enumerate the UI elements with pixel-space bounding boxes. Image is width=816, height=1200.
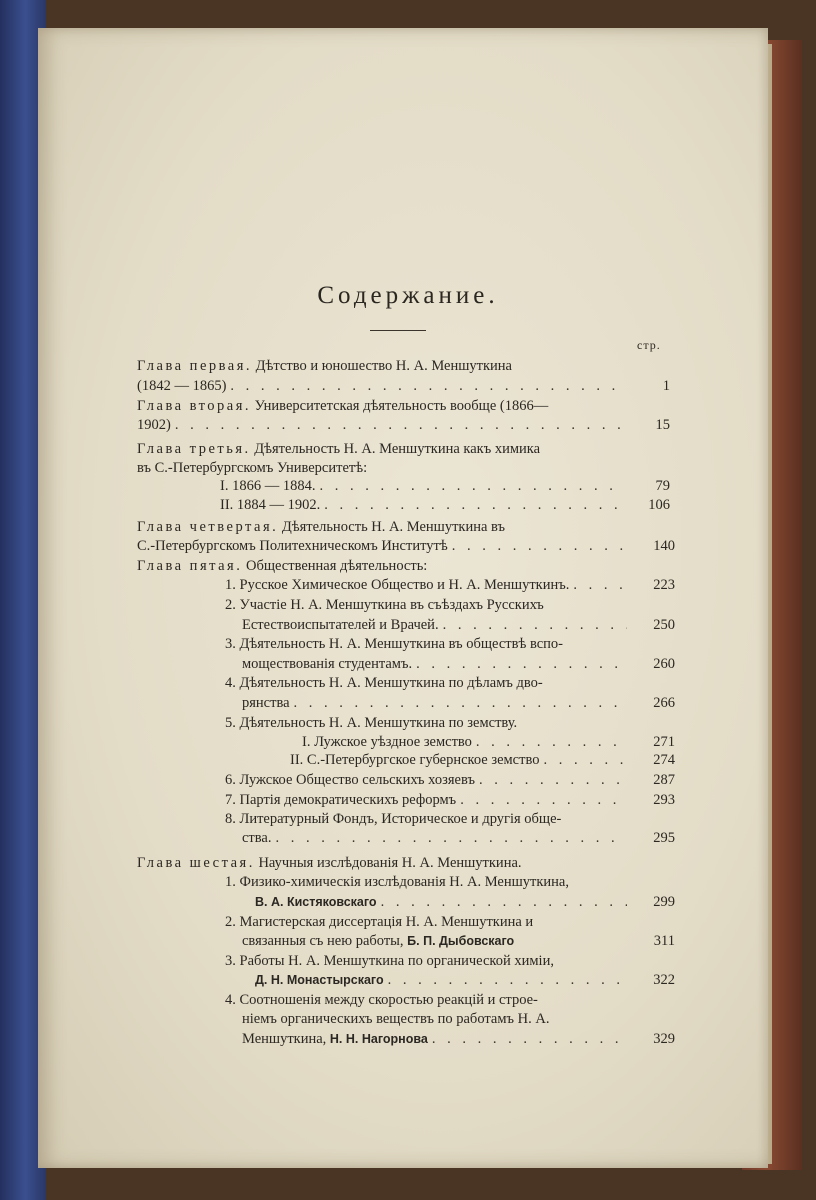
ch5-item-7-page: 293 xyxy=(653,792,675,808)
ch5-item-4-page: 266 xyxy=(653,695,675,711)
dot-leader xyxy=(175,417,627,434)
ch5-item-5-sub-2-text: II. С.-Петербургское губернское земство xyxy=(290,752,540,768)
chapter-3-sub-2 xyxy=(220,497,625,514)
ch6-item-3-page: 322 xyxy=(653,972,675,988)
ch5-item-8 xyxy=(225,811,645,828)
title-rule xyxy=(370,330,426,331)
ch5-item-3-text: 3. Дѣятельность Н. А. Меншуткина въ обществѣ вспо- xyxy=(225,636,564,652)
ch6-item-1-author: В. А. Кистяковскаго xyxy=(255,895,377,909)
page-column-header: стр. xyxy=(637,338,661,352)
ch5-item-1 xyxy=(225,577,630,594)
chapter-3-sub-1-page: 79 xyxy=(655,478,670,494)
toc-title: Содержание. xyxy=(317,282,499,309)
chapter-1-title: Дѣтство и юношество Н. А. Меншуткина xyxy=(255,358,512,374)
ch5-item-4-text: 4. Дѣятельность Н. А. Меншуткина по дѣламъ дво- xyxy=(225,675,543,691)
chapter-3-title: Дѣятельность Н. А. Меншуткина какъ химика xyxy=(254,441,541,457)
ch6-item-4-text: 4. Соотношенія между скоростью реакцій и строе- xyxy=(225,992,538,1008)
chapter-4-page: 140 xyxy=(653,538,675,554)
chapter-5-head: Глава пятая. xyxy=(137,558,243,574)
chapter-6-title: Научныя изслѣдованія Н. А. Меншуткина. xyxy=(258,855,522,871)
ch5-item-5 xyxy=(225,715,645,732)
dot-leader xyxy=(324,497,625,514)
ch5-item-3-page: 260 xyxy=(653,656,675,672)
ch6-item-4-cont2-text: Меншуткина, xyxy=(242,1031,327,1047)
chapter-4-head: Глава четвертая. xyxy=(137,519,279,535)
ch5-item-2-cont-text: Естествоиспытателей и Врачей. xyxy=(242,617,439,633)
chapter-4-line xyxy=(137,519,637,536)
dot-leader xyxy=(452,538,627,555)
ch6-item-4-cont xyxy=(242,1011,652,1028)
chapter-3-line xyxy=(137,441,637,458)
ch6-item-3-cont xyxy=(255,972,627,989)
ch6-item-4-cont2 xyxy=(242,1031,627,1048)
chapter-2-title: Университетская дѣятельность вообще (1866— xyxy=(254,398,549,414)
chapter-1-line xyxy=(137,358,627,375)
ch6-item-2-text: 2. Магистерская диссертація Н. А. Меншуткина и xyxy=(225,914,534,930)
ch5-item-4-cont-text: рянства xyxy=(242,695,290,711)
ch6-item-1-text: 1. Физико-химическія изслѣдованія Н. А. Меншуткина, xyxy=(225,874,569,890)
ch5-item-5-sub-2-page: 274 xyxy=(653,752,675,768)
chapter-1-head: Глава первая. xyxy=(137,358,253,374)
chapter-3-head: Глава третья. xyxy=(137,441,251,457)
chapter-5-line xyxy=(137,558,637,575)
ch5-item-5-sub-1-text: I. Лужское уѣздное земство xyxy=(302,734,472,750)
chapter-3-sub-1-text: I. 1866 — 1884. xyxy=(220,478,316,494)
chapter-4-title: Дѣятельность Н. А. Меншуткина въ xyxy=(281,519,506,535)
ch5-item-5-text: 5. Дѣятельность Н. А. Меншуткина по земству. xyxy=(225,715,518,731)
chapter-1-dates: (1842 — 1865) xyxy=(137,378,227,394)
dot-leader xyxy=(479,772,625,789)
ch6-item-3 xyxy=(225,953,645,970)
ch5-item-2 xyxy=(225,597,645,614)
ch5-item-2-page: 250 xyxy=(653,617,675,633)
ch5-item-2-text: 2. Участіе Н. А. Меншуткина въ съѣздахъ Русскихъ xyxy=(225,597,544,613)
chapter-3-subtitle: въ С.-Петербургскомъ Университетѣ: xyxy=(137,460,368,476)
ch6-item-4 xyxy=(225,992,645,1009)
dot-leader xyxy=(276,830,628,847)
chapter-1-cont xyxy=(137,378,627,395)
ch5-item-7-text: 7. Партія демократическихъ реформъ xyxy=(225,792,457,808)
dot-leader xyxy=(443,617,627,634)
ch6-item-2-cont xyxy=(242,933,627,950)
ch5-item-4-cont xyxy=(242,695,627,712)
ch5-item-5-sub-1-page: 271 xyxy=(653,734,675,750)
ch5-item-1-text: 1. Русское Химическое Общество и Н. А. Меншуткинъ. xyxy=(225,577,570,593)
dot-leader xyxy=(460,792,625,809)
ch5-item-2-cont xyxy=(242,617,627,634)
dot-leader xyxy=(388,972,627,989)
ch5-item-8-cont xyxy=(242,830,627,847)
chapter-2-cont xyxy=(137,417,627,434)
chapter-2-head: Глава вторая. xyxy=(137,398,252,414)
ch5-item-1-page: 223 xyxy=(653,577,675,593)
dot-leader xyxy=(319,478,625,495)
ch5-item-3-cont xyxy=(242,656,627,673)
ch6-item-4-page: 329 xyxy=(653,1031,675,1047)
ch6-item-2-cont-text: связанныя съ нею работы, xyxy=(242,933,404,949)
chapter-4-cont xyxy=(137,538,627,555)
chapter-6-head: Глава шестая. xyxy=(137,855,255,871)
chapter-3-sub-2-text: II. 1884 — 1902. xyxy=(220,497,321,513)
chapter-3-sub-2-page: 106 xyxy=(648,497,670,513)
ch5-item-3-cont-text: моществованія студентамъ. xyxy=(242,656,413,672)
ch6-item-2 xyxy=(225,914,645,931)
ch5-item-8-text: 8. Литературный Фондъ, Историческое и другія обще- xyxy=(225,811,562,827)
dot-leader xyxy=(476,734,627,751)
ch6-item-2-author: Б. П. Дыбовскаго xyxy=(407,934,515,948)
ch5-item-6-text: 6. Лужское Общество сельскихъ хозяевъ xyxy=(225,772,475,788)
chapter-3-sub-1 xyxy=(220,478,625,495)
chapter-2-page: 15 xyxy=(655,417,670,433)
ch5-item-5-sub-2 xyxy=(290,752,627,769)
ch6-item-3-text: 3. Работы Н. А. Меншуткина по органической химіи, xyxy=(225,953,554,969)
ch5-item-4 xyxy=(225,675,645,692)
chapter-2-dates: 1902) xyxy=(137,417,171,433)
dot-leader xyxy=(294,695,627,712)
chapter-5-title: Общественная дѣятельность: xyxy=(245,558,428,574)
dot-leader xyxy=(416,656,627,673)
ch6-item-4-cont-text: ніемъ органическихъ веществъ по работамъ Н. А. xyxy=(242,1011,550,1027)
ch6-item-2-page: 311 xyxy=(653,933,675,949)
ch6-item-4-author: Н. Н. Нагорнова xyxy=(329,1032,428,1046)
chapter-3-cont xyxy=(137,460,637,477)
ch5-item-3 xyxy=(225,636,645,653)
dot-leader xyxy=(432,1031,627,1048)
ch6-item-1-cont xyxy=(255,894,627,911)
ch6-item-1 xyxy=(225,874,645,891)
ch5-item-8-cont-text: ства. xyxy=(242,830,272,846)
ch5-item-6 xyxy=(225,772,625,789)
chapter-1-page: 1 xyxy=(662,378,670,394)
ch5-item-8-page: 295 xyxy=(653,830,675,846)
chapter-2-line xyxy=(137,398,627,415)
dot-leader xyxy=(381,894,627,911)
chapter-6-line xyxy=(137,855,637,872)
ch5-item-6-page: 287 xyxy=(653,772,675,788)
ch5-item-7 xyxy=(225,792,625,809)
ch6-item-3-author: Д. Н. Монастырскаго xyxy=(255,973,384,987)
chapter-4-subtitle: С.-Петербургскомъ Политехническомъ Институтѣ xyxy=(137,538,448,554)
ch6-item-1-page: 299 xyxy=(653,894,675,910)
ch5-item-5-sub-1 xyxy=(302,734,627,751)
dot-leader xyxy=(230,378,627,395)
